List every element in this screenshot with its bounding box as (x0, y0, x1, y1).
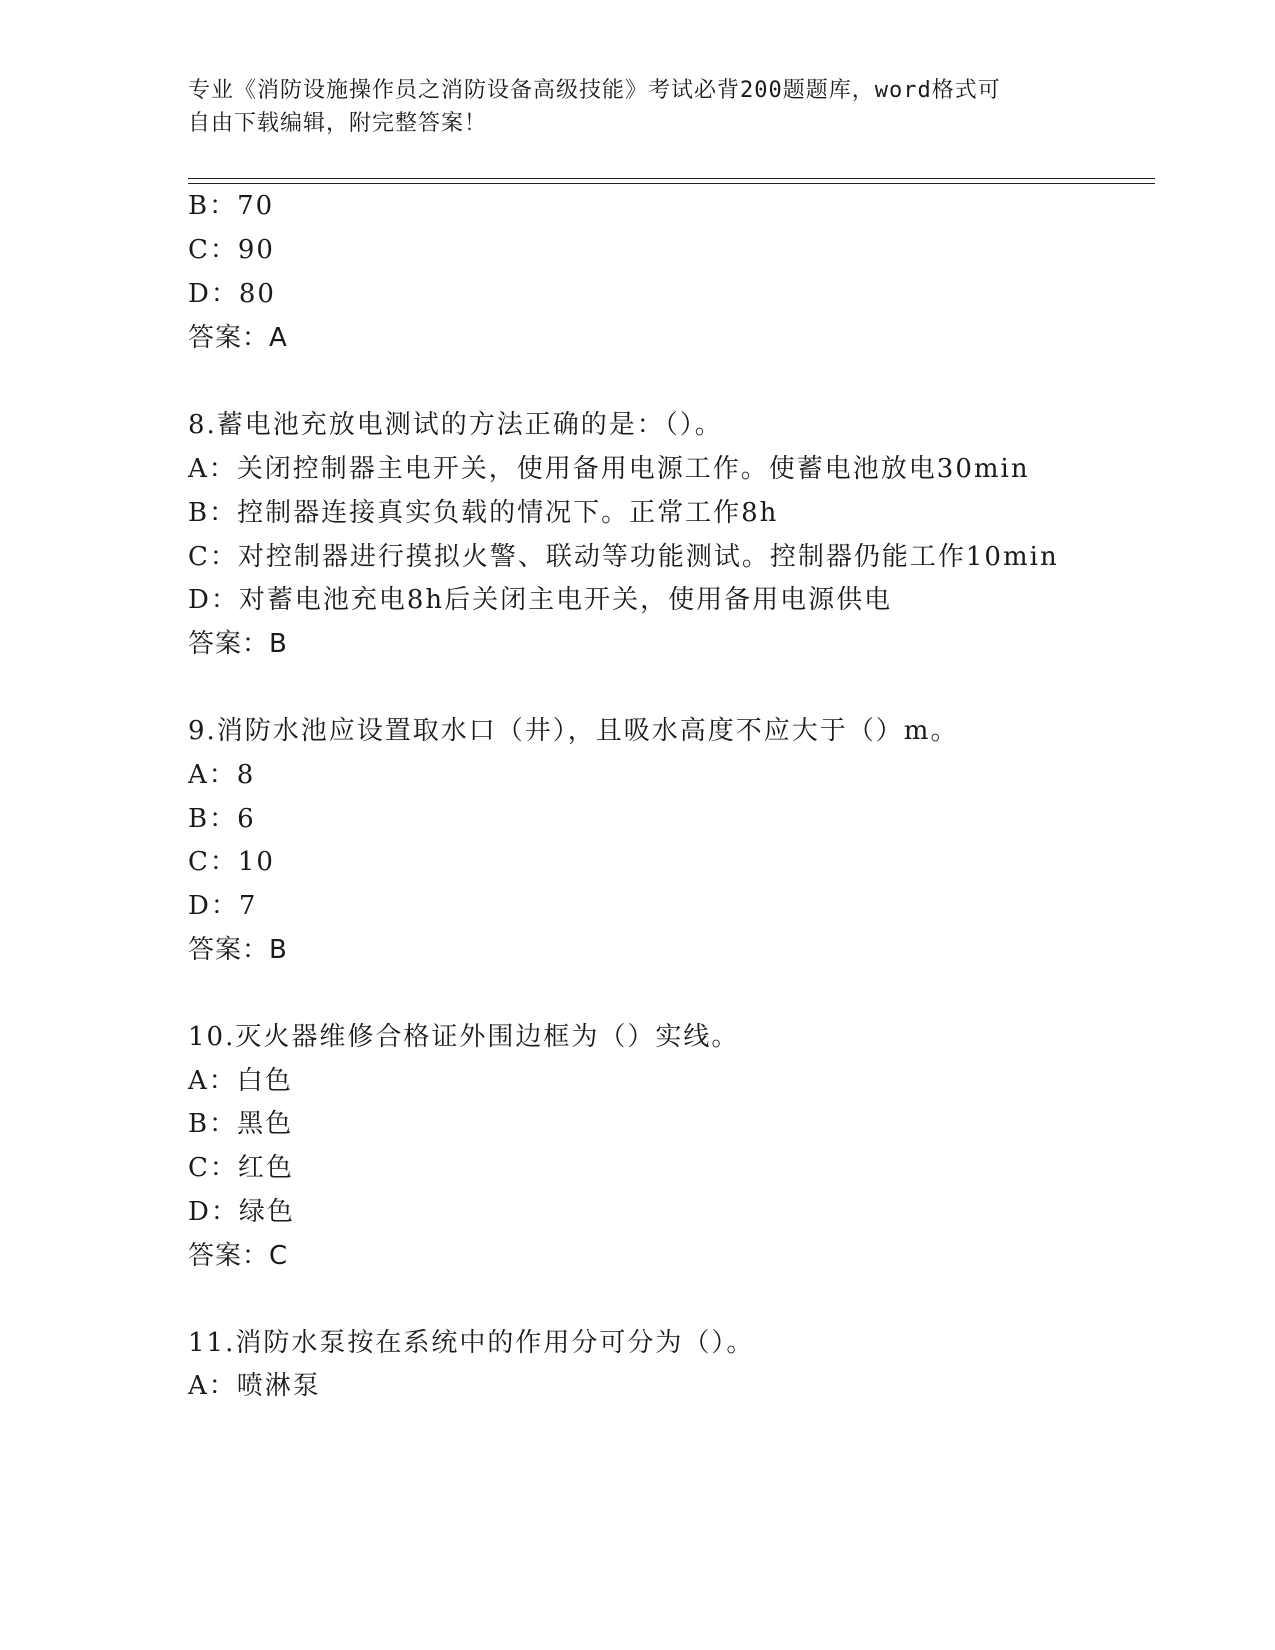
q9-answer: 答案：B (188, 935, 288, 965)
document-header (188, 74, 1068, 140)
q10-option-b: B：黑色 (188, 1109, 294, 1139)
q8-option-d: D：对蓄电池充电8h后关闭主电开关，使用备用电源供电 (188, 585, 893, 615)
q8-answer: 答案：B (188, 629, 288, 659)
q7-option-b: B：70 (188, 191, 275, 221)
header-rule-bottom (188, 183, 1155, 184)
q10-option-d: D：绿色 (188, 1197, 295, 1227)
q10-answer: 答案：C (188, 1241, 289, 1271)
header-line-1: 专业《消防设施操作员之消防设备高级技能》考试必背200题题库，word格式可 (188, 78, 1001, 103)
q7-option-d: D：80 (188, 279, 276, 309)
q9-option-d: D：7 (188, 891, 258, 921)
q11-question: 11.消防水泵按在系统中的作用分可分为（）。 (188, 1328, 755, 1358)
q10-option-a: A：白色 (188, 1066, 293, 1096)
q9-option-b: B：6 (188, 804, 256, 834)
q8-option-b: B：控制器连接真实负载的情况下。正常工作8h (188, 498, 779, 528)
q10-option-c: C：红色 (188, 1153, 294, 1183)
q11-option-a: A：喷淋泵 (188, 1371, 321, 1401)
q9-question: 9.消防水池应设置取水口（井），且吸水高度不应大于（）m。 (188, 716, 959, 746)
q8-option-c: C：对控制器进行摸拟火警、联动等功能测试。控制器仍能工作10min (188, 542, 1059, 572)
q7-answer: 答案：A (188, 323, 288, 353)
q7-option-c: C：90 (188, 235, 275, 265)
q10-question: 10.灭火器维修合格证外围边框为（）实线。 (188, 1022, 740, 1052)
q9-option-a: A：8 (188, 760, 256, 790)
q8-question: 8.蓄电池充放电测试的方法正确的是：（）。 (188, 410, 723, 440)
header-rule-top (188, 178, 1155, 179)
q8-option-a: A：关闭控制器主电开关，使用备用电源工作。使蓄电池放电30min (188, 454, 1030, 484)
header-line-2: 自由下载编辑，附完整答案！ (188, 111, 488, 136)
q9-option-c: C：10 (188, 847, 275, 877)
